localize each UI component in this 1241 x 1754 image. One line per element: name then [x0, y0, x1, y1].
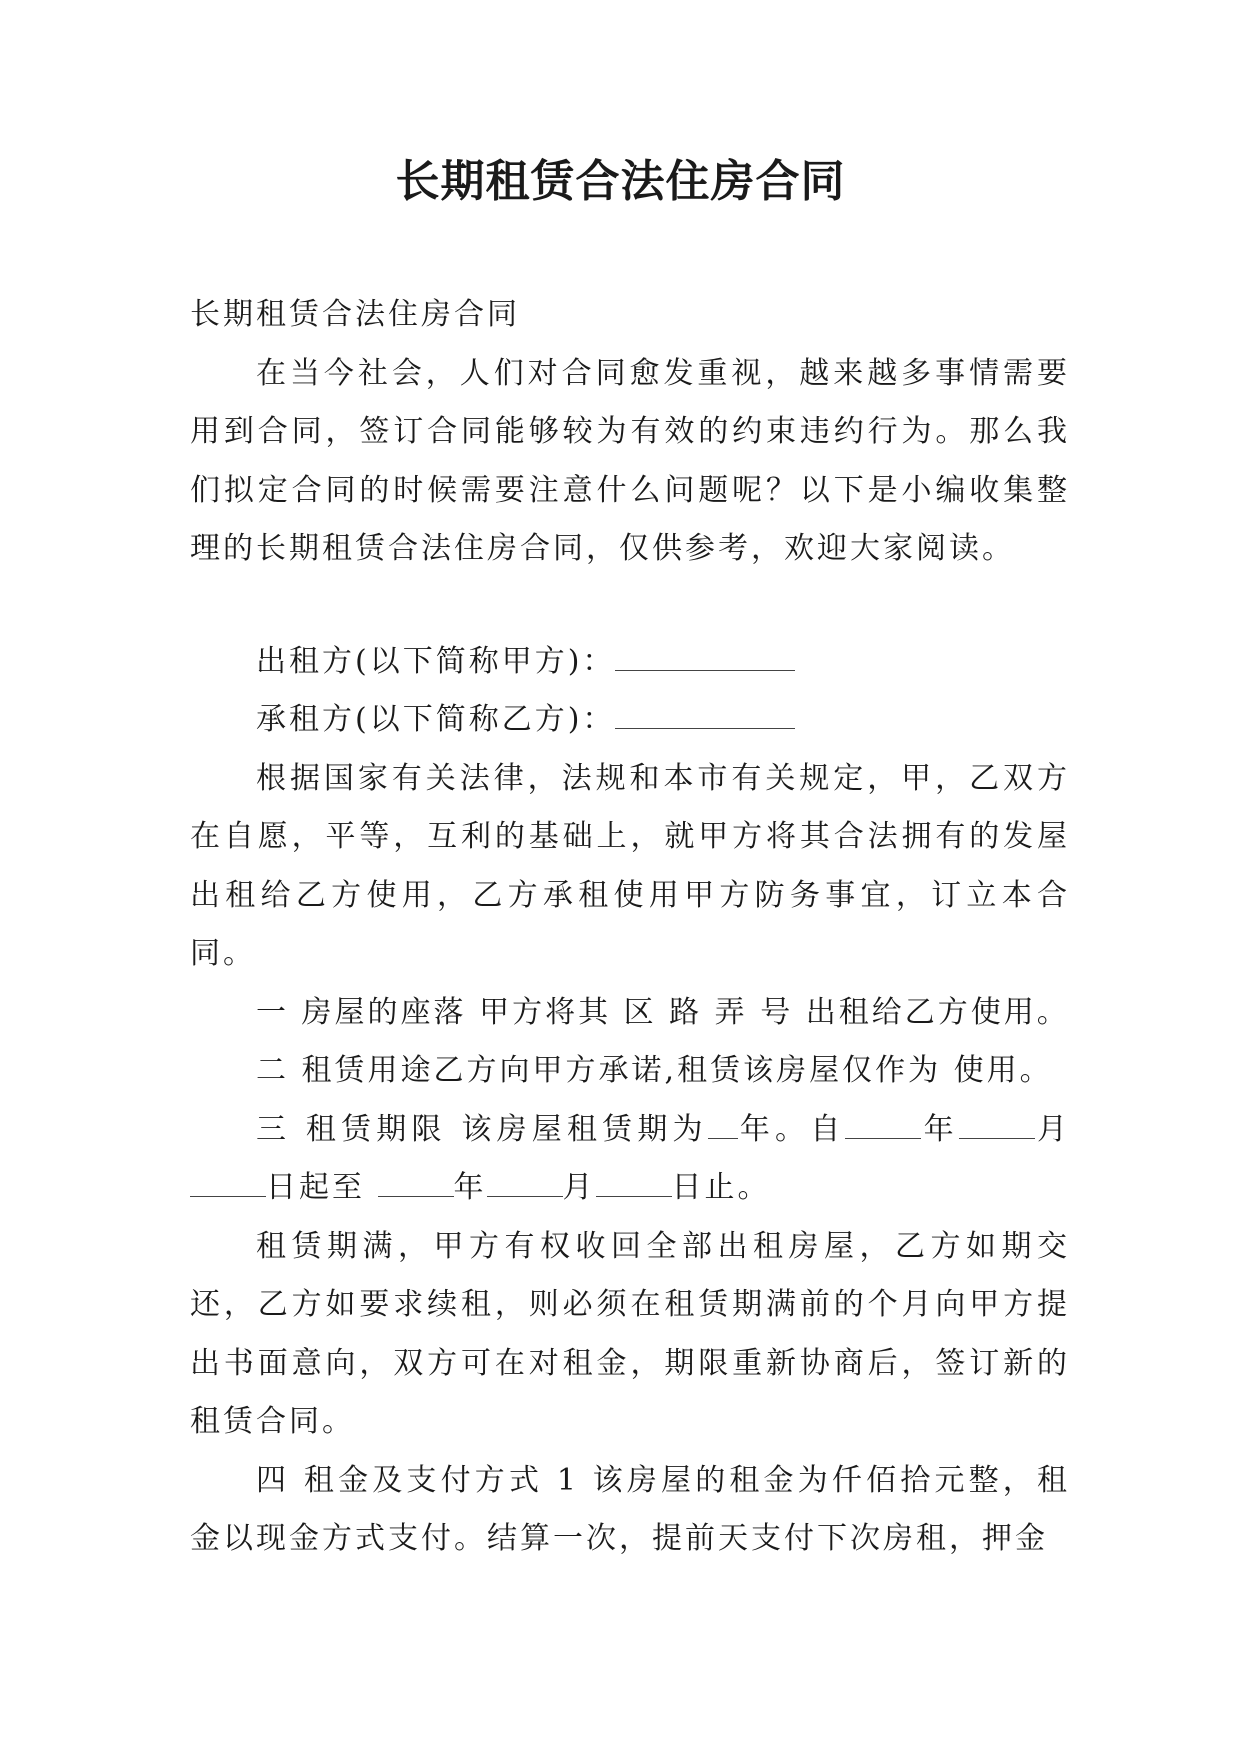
lessee-blank: [615, 700, 795, 729]
document-body: [190, 286, 1070, 1569]
end-day-blank: [596, 1168, 672, 1197]
clause-3-text-h: 日止。: [671, 1170, 771, 1205]
end-year-blank: [378, 1168, 454, 1197]
clause-3-text-g: 月: [562, 1170, 596, 1205]
lessee-label: 承租方(以下简称乙方)：: [256, 702, 616, 737]
clause-1-paragraph: 一 房屋的座落 甲方将其 区 路 弄 号 出租给乙方使用。: [256, 994, 1070, 1030]
clause-2-paragraph: 二 租赁用途乙方向甲方承诺,租赁该房屋仅作为 使用。: [256, 1053, 1053, 1088]
start-year-blank: [845, 1110, 921, 1139]
intro-paragraph: 在当今社会，人们对合同愈发重视，越来越多事情需要用到合同，签订合同能够较为有效的约束违约行为。那么我们拟定合同的时候需要注意什么问题呢？以下是小编收集整理的长期租赁合法住房合同，仅供参考，欢迎大家阅读。: [190, 355, 1070, 566]
lessor-blank: [615, 642, 795, 671]
preamble-paragraph: 根据国家有关法律，法规和本市有关规定，甲，乙双方在自愿，平等，互利的基础上，就甲方将其合法拥有的发屋出租给乙方使用，乙方承租使用甲方防务事宜，订立本合同。: [190, 760, 1070, 971]
lessor-line: [190, 633, 1070, 692]
clause-3-text-b: 年。自: [737, 1111, 846, 1147]
document-title: 长期租赁合法住房合同: [395, 156, 846, 207]
clause-3-text-e: 日起至: [266, 1170, 378, 1205]
clause-3-paragraph: [190, 1101, 1070, 1218]
clause-4-paragraph: 四 租金及支付方式 1 该房屋的租金为仟佰拾元整，租金以现金方式支付。结算一次，提前天支付下次房租，押金: [190, 1462, 1070, 1556]
clause-3-text-a: 三 租赁期限 该房屋租赁期为: [256, 1111, 708, 1147]
start-month-blank: [959, 1110, 1035, 1139]
end-month-blank: [487, 1168, 563, 1197]
term-years-blank: [708, 1110, 738, 1139]
lessee-line: [190, 691, 1070, 750]
start-day-blank: [190, 1168, 266, 1197]
clause-3-text-c: 年: [921, 1111, 959, 1147]
document-subtitle: 长期租赁合法住房合同: [190, 297, 520, 332]
clause-3-renewal-paragraph: 租赁期满，甲方有权收回全部出租房屋，乙方如期交还，乙方如要求续租，则必须在租赁期满前的个月向甲方提出书面意向，双方可在对租金，期限重新协商后，签订新的租赁合同。: [190, 1228, 1070, 1439]
lessor-label: 出租方(以下简称甲方)：: [256, 643, 616, 679]
clause-3-text-f: 年: [453, 1170, 487, 1205]
clause-3-text-d: 月: [1034, 1111, 1070, 1147]
